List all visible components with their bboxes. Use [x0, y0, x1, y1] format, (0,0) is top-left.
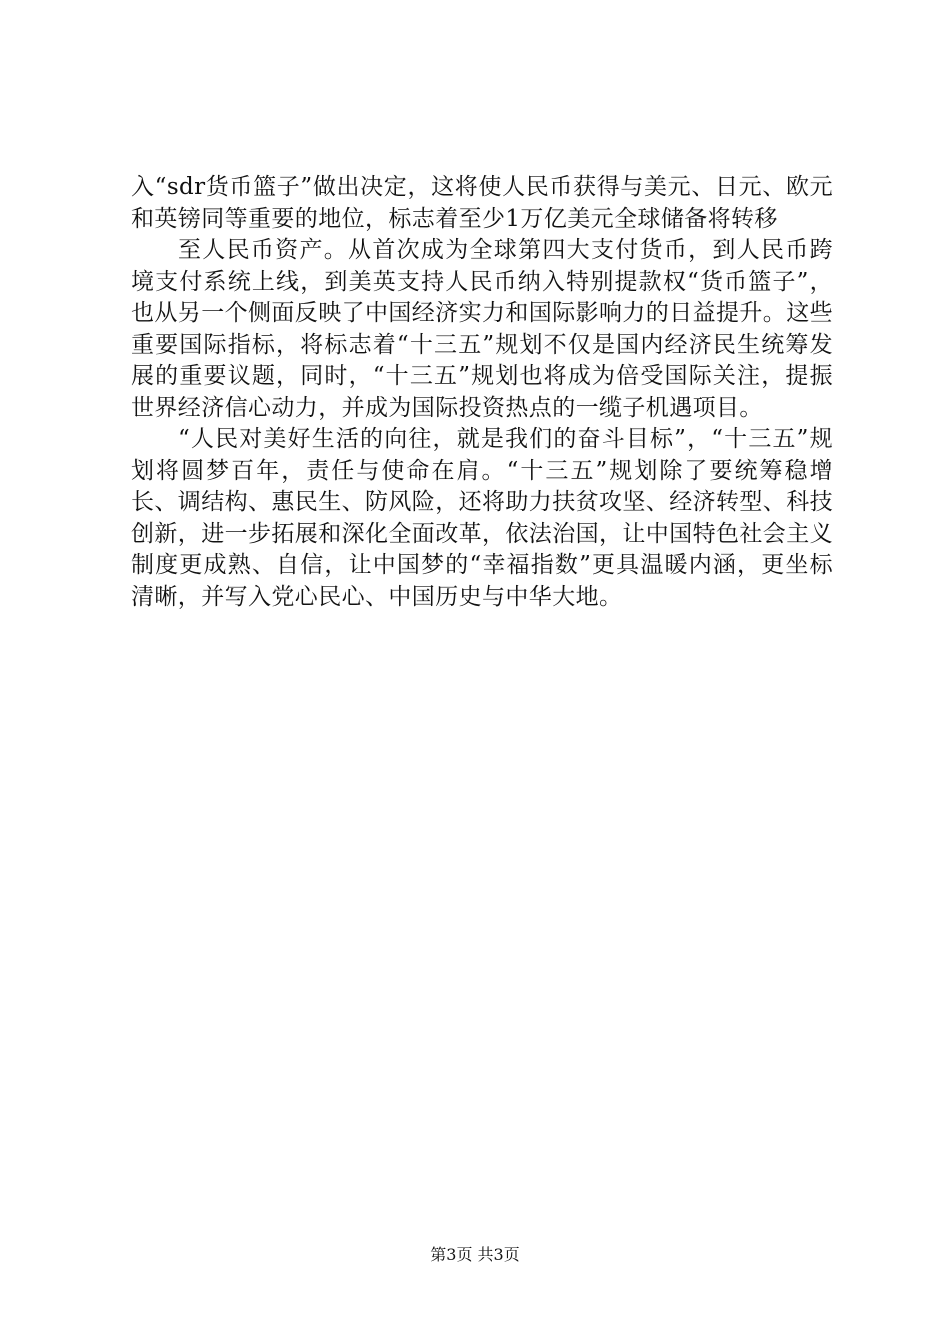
page-number: 第3页 共3页	[430, 1245, 520, 1264]
page-footer	[0, 1245, 950, 1265]
paragraph-3: “人民对美好生活的向往，就是我们的奋斗目标”，“十三五”规划将圆梦百年，责任与使命在肩。“十三五”规划除了要统筹稳增长、调结构、惠民生、防风险，还将助力扶贫攻坚、经济转型、科技创新，进一步拓展和深化全面改革，依法治国，让中国特色社会主义制度更成熟、自信，让中国梦的“幸福指数”更具温暖内涵，更坐标清晰，并写入党心民心、中国历史与中华大地。	[131, 426, 833, 610]
paragraph-1: 入“sdr货币篮子”做出决定，这将使人民币获得与美元、日元、欧元和英镑同等重要的地位，标志着至少1万亿美元全球储备将转移	[131, 174, 833, 232]
document-body	[131, 172, 833, 613]
paragraph-2: 至人民币资产。从首次成为全球第四大支付货币，到人民币跨境支付系统上线，到美英支持人民币纳入特别提款权“货币篮子”，也从另一个侧面反映了中国经济实力和国际影响力的日益提升。这些重要国际指标，将标志着“十三五”规划不仅是国内经济民生统筹发展的重要议题，同时，“十三五”规划也将成为倍受国际关注，提振世界经济信心动力，并成为国际投资热点的一缆子机遇项目。	[131, 237, 833, 421]
